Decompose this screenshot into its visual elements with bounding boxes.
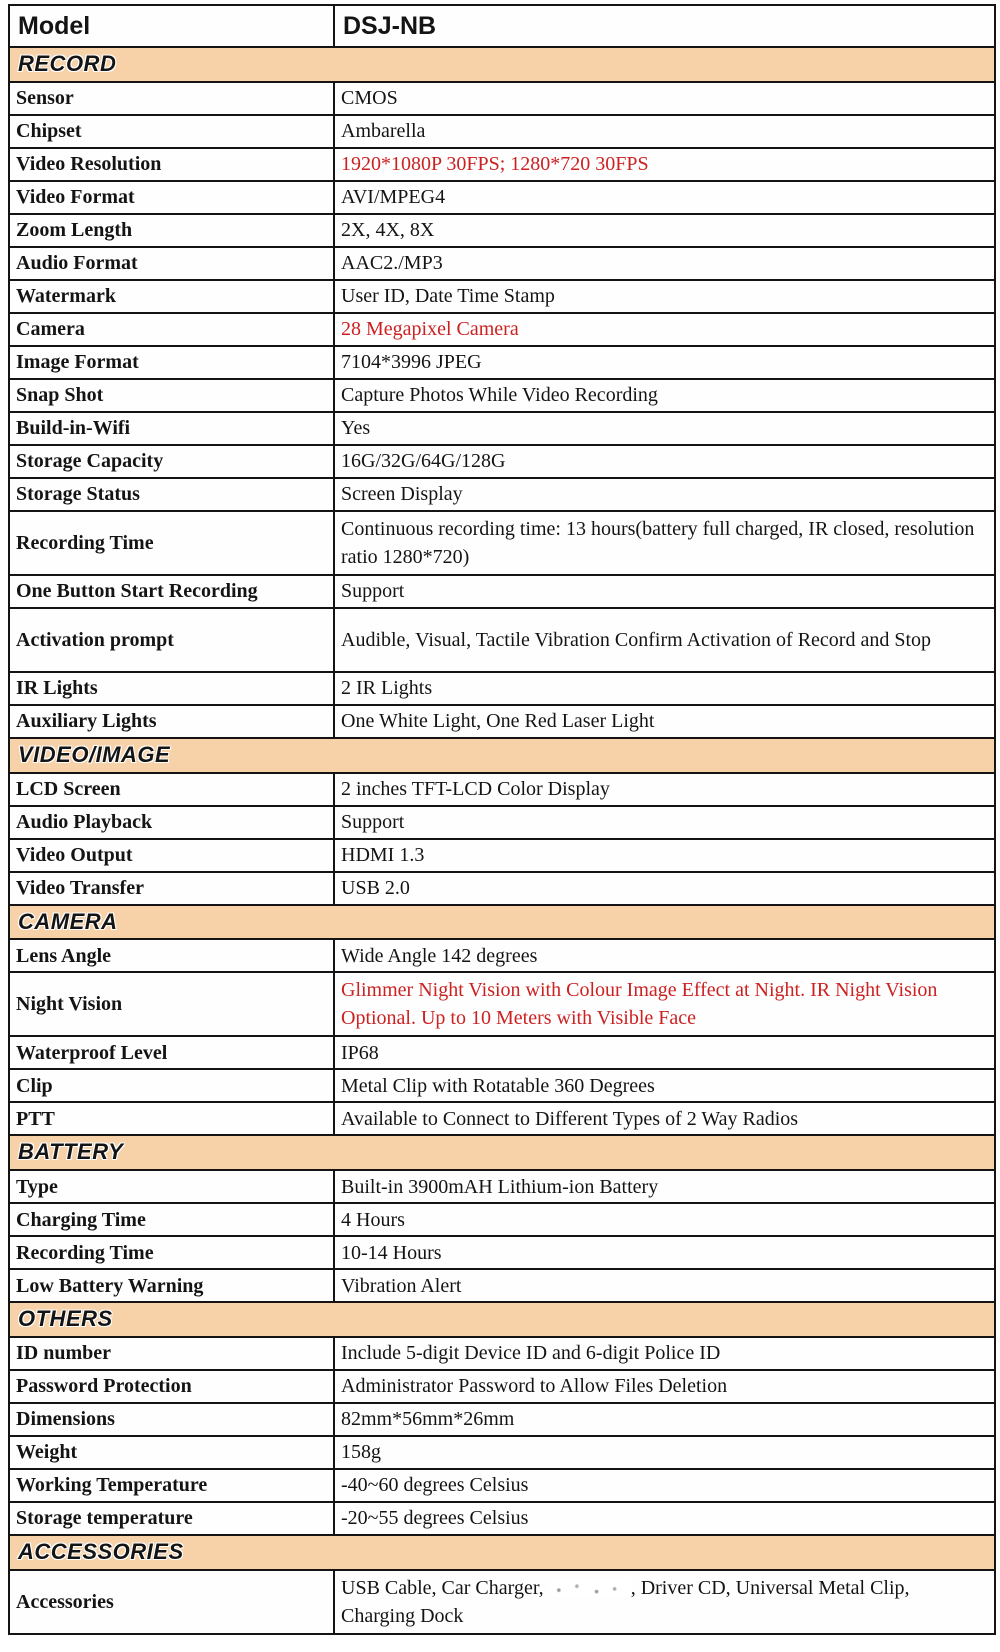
section-label: ACCESSORIES xyxy=(9,1535,995,1570)
spec-row-password-protection xyxy=(9,1370,995,1403)
spec-label: Sensor xyxy=(9,82,334,115)
spec-row-accessories xyxy=(9,1570,995,1634)
spec-label: Audio Format xyxy=(9,247,334,280)
spec-value: Yes xyxy=(334,412,995,445)
spec-value: User ID, Date Time Stamp xyxy=(334,280,995,313)
spec-value: Wide Angle 142 degrees xyxy=(334,939,995,972)
spec-row-zoom-length xyxy=(9,214,995,247)
section-label: RECORD xyxy=(9,47,995,82)
spec-value: Metal Clip with Rotatable 360 Degrees xyxy=(334,1069,995,1102)
spec-row-recording-time xyxy=(9,511,995,575)
spec-value: 1920*1080P 30FPS; 1280*720 30FPS xyxy=(334,148,995,181)
spec-row-working-temperature xyxy=(9,1469,995,1502)
section-header-row-video-image xyxy=(9,738,995,773)
spec-row-audio-format xyxy=(9,247,995,280)
section-label: VIDEO/IMAGE xyxy=(9,738,995,773)
spec-row-charging-time xyxy=(9,1203,995,1236)
spec-value: Audible, Visual, Tactile Vibration Confirm Activation of Record and Stop xyxy=(334,608,995,672)
spec-row-waterproof-level xyxy=(9,1036,995,1069)
spec-label: Type xyxy=(9,1170,334,1203)
spec-label: Password Protection xyxy=(9,1370,334,1403)
spec-value: 158g xyxy=(334,1436,995,1469)
spec-label: Clip xyxy=(9,1069,334,1102)
spec-value: HDMI 1.3 xyxy=(334,839,995,872)
spec-label: Storage Status xyxy=(9,478,334,511)
spec-row-video-transfer xyxy=(9,872,995,905)
spec-row-lens-angle xyxy=(9,939,995,972)
spec-label: LCD Screen xyxy=(9,773,334,806)
spec-row-ir-lights xyxy=(9,672,995,705)
spec-label: Auxiliary Lights xyxy=(9,705,334,738)
spec-row-ptt xyxy=(9,1102,995,1135)
spec-label: ID number xyxy=(9,1337,334,1370)
spec-table xyxy=(8,4,996,1635)
spec-label: Charging Time xyxy=(9,1203,334,1236)
spec-label: Recording Time xyxy=(9,1236,334,1269)
spec-value: 7104*3996 JPEG xyxy=(334,346,995,379)
spec-value: Continuous recording time: 13 hours(battery full charged, IR closed, resolution ratio 1280*720) xyxy=(334,511,995,575)
spec-row-one-button-start-recording xyxy=(9,575,995,608)
spec-value: Vibration Alert xyxy=(334,1269,995,1302)
spec-label: IR Lights xyxy=(9,672,334,705)
spec-row-snap-shot xyxy=(9,379,995,412)
spec-row-watermark xyxy=(9,280,995,313)
spec-value: 2 inches TFT-LCD Color Display xyxy=(334,773,995,806)
spec-row-clip xyxy=(9,1069,995,1102)
spec-label: Audio Playback xyxy=(9,806,334,839)
spec-value: Built-in 3900mAH Lithium-ion Battery xyxy=(334,1170,995,1203)
spec-label: Video Format xyxy=(9,181,334,214)
spec-value: USB Cable, Car Charger, , Driver CD, Universal Metal Clip, Charging Dock xyxy=(334,1570,995,1634)
spec-row-id-number xyxy=(9,1337,995,1370)
spec-label: Video Transfer xyxy=(9,872,334,905)
spec-label: Working Temperature xyxy=(9,1469,334,1502)
spec-row-video-resolution xyxy=(9,148,995,181)
spec-value: CMOS xyxy=(334,82,995,115)
spec-label: Watermark xyxy=(9,280,334,313)
spec-row-video-format xyxy=(9,181,995,214)
spec-value: IP68 xyxy=(334,1036,995,1069)
spec-row-sensor xyxy=(9,82,995,115)
spec-label: One Button Start Recording xyxy=(9,575,334,608)
spec-row-storage-capacity xyxy=(9,445,995,478)
spec-label: Camera xyxy=(9,313,334,346)
spec-label: Weight xyxy=(9,1436,334,1469)
spec-value: Capture Photos While Video Recording xyxy=(334,379,995,412)
spec-label: Lens Angle xyxy=(9,939,334,972)
spec-label: Low Battery Warning xyxy=(9,1269,334,1302)
spec-row-weight xyxy=(9,1436,995,1469)
spec-row-audio-playback xyxy=(9,806,995,839)
spec-label: Video Resolution xyxy=(9,148,334,181)
spec-row-type xyxy=(9,1170,995,1203)
spec-row-storage-temperature xyxy=(9,1502,995,1535)
model-header-value: DSJ-NB xyxy=(334,5,995,47)
section-header-row-battery xyxy=(9,1135,995,1170)
obscured-word-smudge xyxy=(549,1579,631,1597)
spec-value: 2X, 4X, 8X xyxy=(334,214,995,247)
spec-label: Zoom Length xyxy=(9,214,334,247)
spec-value: Ambarella xyxy=(334,115,995,148)
spec-row-dimensions xyxy=(9,1403,995,1436)
spec-value: AVI/MPEG4 xyxy=(334,181,995,214)
spec-row-auxiliary-lights xyxy=(9,705,995,738)
spec-label: Image Format xyxy=(9,346,334,379)
spec-value: Available to Connect to Different Types of 2 Way Radios xyxy=(334,1102,995,1135)
spec-row-recording-time xyxy=(9,1236,995,1269)
spec-label: Storage Capacity xyxy=(9,445,334,478)
spec-value: -20~55 degrees Celsius xyxy=(334,1502,995,1535)
section-label: CAMERA xyxy=(9,905,995,940)
spec-label: Chipset xyxy=(9,115,334,148)
spec-label: Night Vision xyxy=(9,972,334,1036)
spec-value: One White Light, One Red Laser Light xyxy=(334,705,995,738)
spec-row-image-format xyxy=(9,346,995,379)
spec-value: 2 IR Lights xyxy=(334,672,995,705)
spec-label: Recording Time xyxy=(9,511,334,575)
spec-label: Snap Shot xyxy=(9,379,334,412)
model-header-row xyxy=(9,5,995,47)
spec-value: Support xyxy=(334,806,995,839)
spec-row-activation-prompt xyxy=(9,608,995,672)
spec-label: Storage temperature xyxy=(9,1502,334,1535)
spec-value: Include 5-digit Device ID and 6-digit Police ID xyxy=(334,1337,995,1370)
spec-value: -40~60 degrees Celsius xyxy=(334,1469,995,1502)
spec-table-body xyxy=(9,5,995,1634)
model-header-label: Model xyxy=(9,5,334,47)
spec-value: 10-14 Hours xyxy=(334,1236,995,1269)
spec-label: Waterproof Level xyxy=(9,1036,334,1069)
spec-value: Administrator Password to Allow Files Deletion xyxy=(334,1370,995,1403)
spec-value: 4 Hours xyxy=(334,1203,995,1236)
section-header-row-accessories xyxy=(9,1535,995,1570)
spec-row-low-battery-warning xyxy=(9,1269,995,1302)
spec-value: 16G/32G/64G/128G xyxy=(334,445,995,478)
spec-row-chipset xyxy=(9,115,995,148)
spec-row-storage-status xyxy=(9,478,995,511)
section-label: BATTERY xyxy=(9,1135,995,1170)
spec-value: 82mm*56mm*26mm xyxy=(334,1403,995,1436)
spec-row-camera xyxy=(9,313,995,346)
spec-label: Activation prompt xyxy=(9,608,334,672)
spec-value: AAC2./MP3 xyxy=(334,247,995,280)
section-header-row-others xyxy=(9,1302,995,1337)
section-header-row-record xyxy=(9,47,995,82)
spec-label: PTT xyxy=(9,1102,334,1135)
section-header-row-camera xyxy=(9,905,995,940)
spec-value: Glimmer Night Vision with Colour Image Effect at Night. IR Night Vision Optional. Up to 10 Meters with Visible Face xyxy=(334,972,995,1036)
spec-value: Support xyxy=(334,575,995,608)
spec-row-build-in-wifi xyxy=(9,412,995,445)
spec-value: USB 2.0 xyxy=(334,872,995,905)
spec-row-video-output xyxy=(9,839,995,872)
spec-row-lcd-screen xyxy=(9,773,995,806)
spec-value: Screen Display xyxy=(334,478,995,511)
spec-row-night-vision xyxy=(9,972,995,1036)
spec-label: Build-in-Wifi xyxy=(9,412,334,445)
spec-label: Accessories xyxy=(9,1570,334,1634)
section-label: OTHERS xyxy=(9,1302,995,1337)
spec-label: Video Output xyxy=(9,839,334,872)
spec-value: 28 Megapixel Camera xyxy=(334,313,995,346)
spec-label: Dimensions xyxy=(9,1403,334,1436)
